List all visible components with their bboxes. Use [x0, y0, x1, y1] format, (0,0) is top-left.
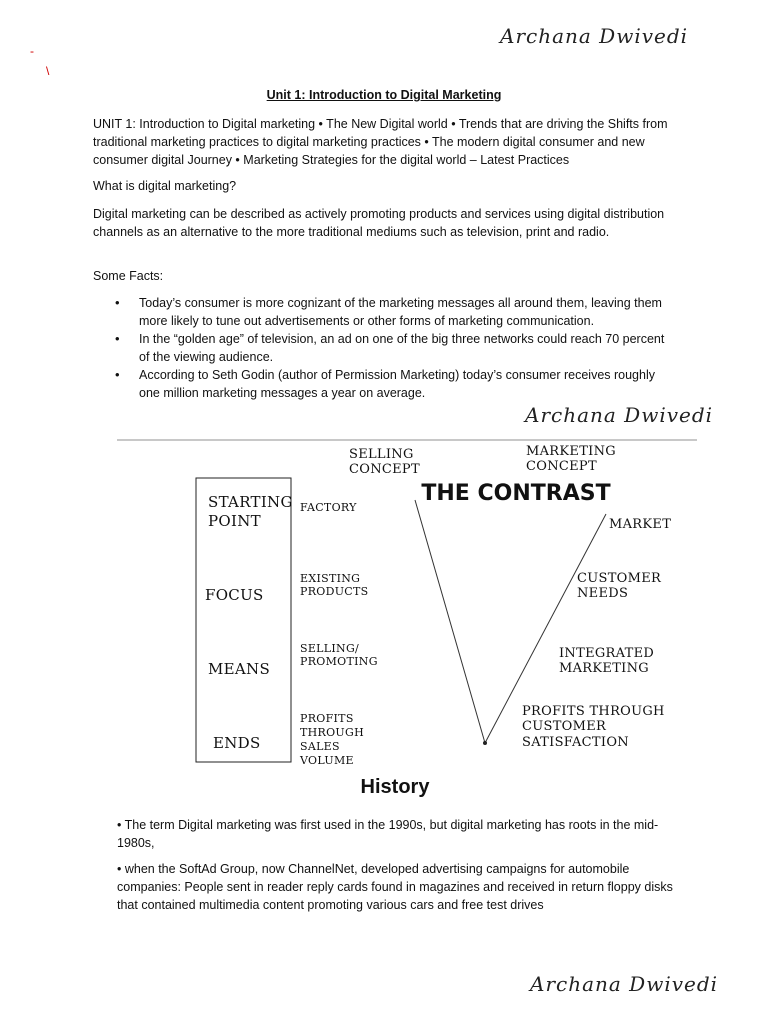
signature-top: Archana Dwivedi	[500, 24, 689, 48]
page-title: Unit 1: Introduction to Digital Marketing	[266, 88, 502, 102]
selling-focus: EXISTING PRODUCTS	[300, 572, 369, 598]
contrast-diagram	[0, 432, 768, 772]
red-mark: \	[46, 64, 50, 78]
selling-means: SELLING/ PROMOTING	[300, 642, 378, 668]
selling-starting-point: FACTORY	[300, 501, 357, 514]
facts-list	[93, 294, 673, 402]
history-heading: History	[360, 776, 430, 798]
unit-overview-paragraph: UNIT 1: Introduction to Digital marketing • The New Digital world • Trends that are driving the Shifts from traditional marketing practices to digital marketing practices • The modern digital consumer and new consumer digital Journey • Marketing Strategies for the digital world – Latest Practices	[93, 117, 668, 167]
signature-middle: Archana Dwivedi	[525, 403, 714, 427]
row-label-ends: ENDS	[213, 734, 261, 752]
v-vertex	[483, 741, 487, 745]
facts-heading: Some Facts:	[93, 269, 164, 283]
marketing-starting-point: MARKET	[609, 517, 672, 532]
marketing-ends: PROFITS THROUGH CUSTOMER SATISFACTION	[522, 704, 665, 750]
fact-item: • According to Seth Godin (author of Permission Marketing) today’s consumer receives roughly one million marketing messages a year on average.	[93, 366, 673, 402]
fact-item: • Today’s consumer is more cognizant of the marketing messages all around them, leaving them more likely to tune out advertisements or other forms of marketing communication.	[93, 294, 673, 330]
fact-item: • In the “golden age” of television, an ad on one of the big three networks could reach 70 percent of the viewing audience.	[93, 330, 673, 366]
marketing-focus: CUSTOMER NEEDS	[577, 571, 662, 601]
red-mark: -	[30, 44, 34, 58]
marketing-means: INTEGRATED MARKETING	[559, 646, 655, 676]
row-label-focus: FOCUS	[205, 586, 264, 604]
diagram-title: THE CONTRAST	[421, 481, 611, 506]
question-paragraph: What is digital marketing?	[93, 179, 237, 193]
v-line-left	[415, 500, 485, 743]
row-label-means: MEANS	[208, 660, 271, 678]
signature-bottom: Archana Dwivedi	[530, 972, 719, 996]
selling-ends: PROFITS THROUGH SALES VOLUME	[300, 712, 364, 767]
history-item: • when the SoftAd Group, now ChannelNet, developed advertising campaigns for automobile companies: People sent in reader reply cards found in magazines and received in return floppy disks that contained multimedia content promoting various cars and free test drives	[117, 862, 673, 912]
selling-concept-header: SELLING CONCEPT	[349, 447, 420, 477]
definition-paragraph: Digital marketing can be described as actively promoting products and services using digital distribution channels as an alternative to the more traditional mediums such as television, print and radio.	[93, 207, 665, 239]
marketing-concept-header: MARKETING CONCEPT	[526, 444, 616, 474]
history-item: • The term Digital marketing was first used in the 1990s, but digital marketing has roots in the mid-1980s,	[117, 818, 659, 850]
row-label-starting-point: STARTING POINT	[208, 493, 293, 530]
